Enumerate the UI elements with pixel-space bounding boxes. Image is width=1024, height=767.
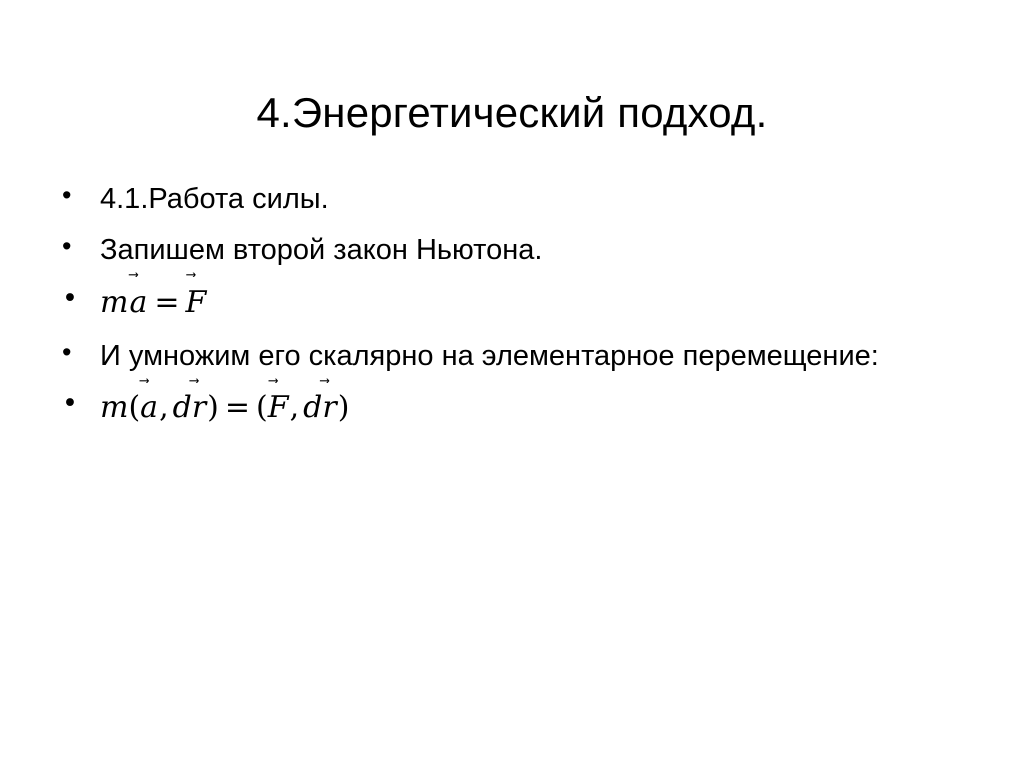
close-paren: ) [337,390,350,426]
vector-F: F [267,390,289,426]
vector-r: r [322,390,337,426]
differential-d: d [172,390,192,426]
equals-sign: = [154,284,180,320]
equals-sign: = [224,390,251,426]
variable-m: m [100,284,129,320]
vector-r: r [191,390,207,426]
bullet-text: Запишем второй закон Ньютона. [100,234,543,267]
comma: , [159,390,169,426]
close-paren: ) [207,390,219,426]
list-item [52,337,964,375]
page-title: 4.Энергетический подход. [256,89,768,137]
variable-m: m [100,390,129,426]
list-item [52,231,964,269]
open-paren: ( [256,390,268,426]
list-item-formula-scalar-product [52,388,964,428]
differential-d: d [303,390,323,426]
open-paren: ( [128,390,141,426]
list-item-formula-newton [52,283,964,323]
vector-F: F [185,284,207,320]
list-item [52,180,964,218]
vector-a: a [129,284,148,320]
bullet-list [52,180,964,443]
comma: , [289,390,300,426]
bullet-text: 4.1.Работа силы. [100,183,329,215]
vector-a: a [140,390,159,426]
bullet-text: И умножим его скалярно на элементарное перемещение: [100,340,879,373]
